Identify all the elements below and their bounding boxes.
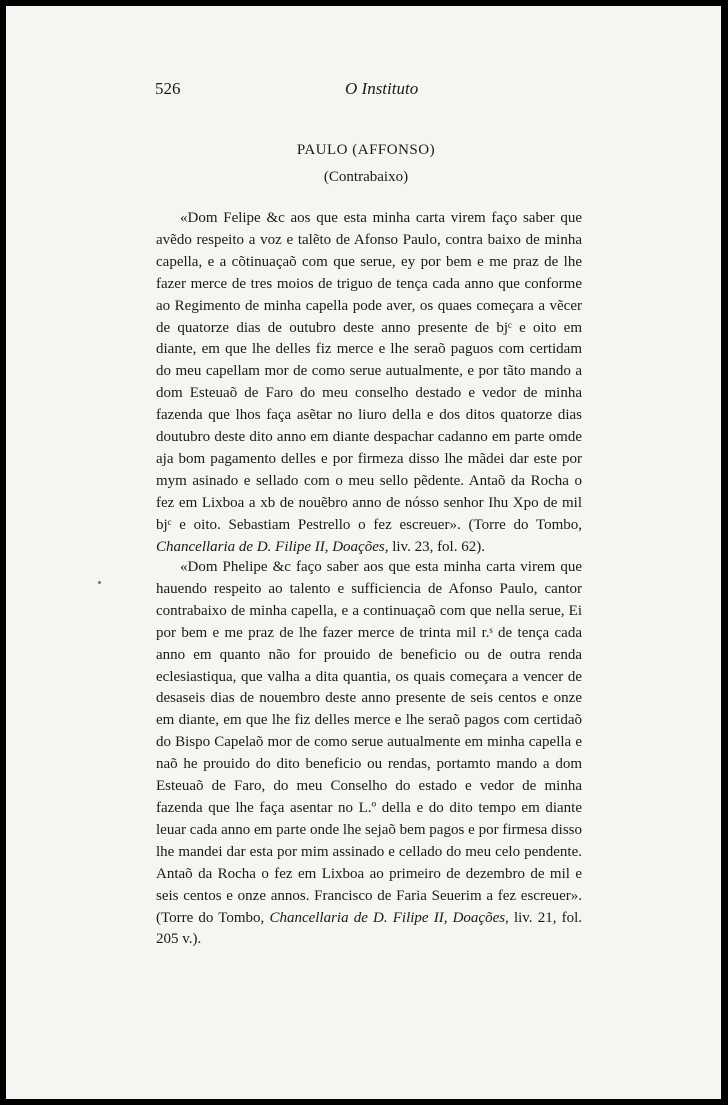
paragraph-text: «Dom Phelipe &c faço saber aos que esta minha carta virem que hauendo respeito ao talento e sufficiencia de Afonso Paulo, cantor contrabaixo de minha capella, e a continuaçaõ com que nella serue, Ei por bem e me praz de lhe fazer merce de trinta mil r.ˢ de tença cada anno em quanto não for prouido de beneficio ou de outra renda eclesiastiqua, que valha a dita quantia, os quais começara a vencer de desaseis dias de nouembro deste anno presente de seis centos e onze em diante, em que lhe fiz delles merce e lhe seraõ pagos com certidaõ do Bispo Capelaõ mor de como serue autualmente em minha capella e naõ he prouido do dito beneficio ou rendas, portamto mando a dom Esteuaõ de Faro, do meu Conselho do estado e vedor de minha fazenda que lhe faça asentar no L.º della e do dito tempo em diante leuar cada anno em parte onde lhe sejaõ bem pagos e por firmesa disso lhe mandei dar esta por mim assinado e cellado do meu celo pendente. Antaõ da Rocha o fez em Lixboa ao primeiro de dezembro de mil e seis centos e onze annos. Francisco de Faria Seuerim a fez escreuer». (Torre do Tombo,	[156, 559, 582, 926]
citation-reference: liv. 21, fol. 205 v.).	[156, 909, 582, 948]
document-paragraph	[156, 208, 582, 559]
running-header	[155, 79, 595, 99]
paragraph-text: «Dom Felipe &c aos que esta minha carta virem faço saber que avẽdo respeito a voz e talẽto de Afonso Paulo, contra baixo de minha capella, e a cõtinuaçaõ com que serue, ey por bem e me praz de lhe fazer merce de tres moios de triguo de tença cada anno que conforme ao Regimento de minha capella pode aver, os quaes começara a vẽcer de quatorze dias de outubro deste anno presente de bjᶜ e oito em diante, em que lhe delles fiz merce e lhe seraõ paguos com certidam do meu capellam mor de como serue autualmente, e por tãto mando a dom Esteuaõ de Faro do meu conselho destado e vedor de minha fazenda que lhos faça asẽtar no liuro della e dos ditos quatorze dias doutubro deste dito anno em diante despachar cadanno em parte omde aja bom pagamento delles e por firmeza disso lhe mãdei dar este por mym asinado e sellado com o meu sello pẽdente. Antaõ da Rocha o fez em Lixboa a xb de nouẽbro anno de nósso senhor Ihu Xpo de mil bjᶜ e oito. Sebastiam Pestrello o fez escreuer». (Torre do Tombo,	[156, 210, 582, 533]
archive-citation: Chancellaria de D. Filipe II, Doações,	[269, 909, 509, 926]
archive-citation: Chancellaria de D. Filipe II, Doações,	[156, 538, 389, 555]
entry-name: PAULO (AFFONSO)	[296, 142, 436, 158]
running-title: O Instituto	[345, 79, 419, 98]
paper-speck	[98, 581, 101, 584]
document-paragraph	[156, 557, 582, 951]
citation-reference: liv. 23, fol. 62).	[388, 538, 485, 555]
entry-subtitle: (Contrabaixo)	[323, 169, 409, 185]
page-number: 526	[155, 79, 181, 98]
book-page	[6, 6, 721, 1099]
